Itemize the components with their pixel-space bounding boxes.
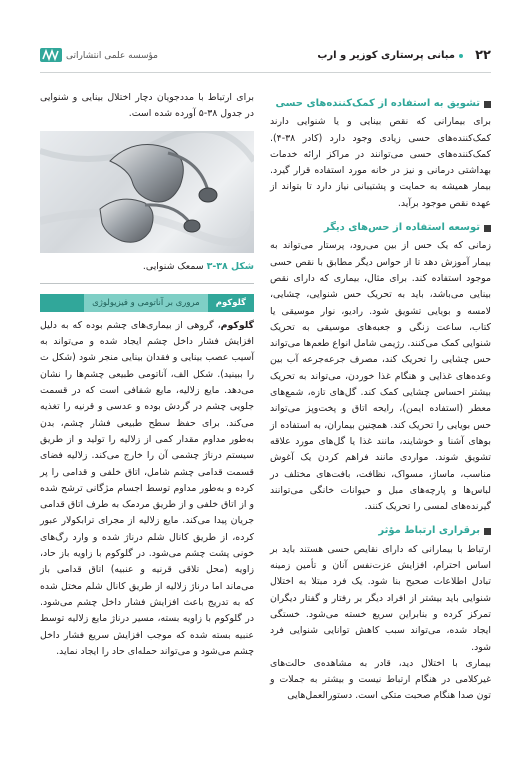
page-header xyxy=(40,46,491,76)
glaucoma-term: گلوکوم xyxy=(220,319,254,331)
paragraph: برای بیمارانی که نقص بینایی و یا شنوایی دارند کمک‌کننده‌های حسی زیادی وجود دارد (کادر ۳۸-۴). کمک‌کننده‌های حسی می‌توانند در مراکز ارائه خدمات بهداشتی درمانی و نیز در خانه مورد استفاده قرار گیرد. بیمار همیشه به حمایت و پشتیبانی نیاز دارد تا بتواند از عهده نقص موجود برآید. xyxy=(270,116,491,209)
box-banner xyxy=(40,294,254,312)
right-column xyxy=(270,92,491,705)
book-title xyxy=(317,50,463,61)
paragraph: زمانی که یک حس از بین می‌رود، پرستار می‌تواند به بیمار آموزش دهد تا از حواس دیگر مطابق با نقص حسی موجود استفاده کند. برای مثال، بیماری که دارای نقص بینایی می‌باشد، باید به تحریک حس شنوایی، چشایی، لامسه و بویایی تشویق شود. رادیو، نوار موسیقی یا کتاب، ساعت زنگی و جعبه‌های موسیقی به تحریک شنوایی کمک می‌کنند. رژیمی شامل انواع طعم‌ها می‌تواند حس چشایی را تحریک کند، مصرف جرعه‌جرعه آب بین وعده‌های غذایی و هنگام غذا خوردن، می‌تواند به تحریک بیشتر احساس چشایی کمک کند. گل‌های تازه، شمع‌های معطر (استفاده ایمن)، رایحه اتاق و پخت‌وپز می‌تواند حس بویایی را تحریک کند. همچنین بیماران، به استفاده از بوهای آشنا و خوشایند، مانند غذا یا گل‌های مورد علاقه تشویق شوند. مواردی مانند فراهم کردن یک آغوش مناسب، ماساژ، مسواک، نظافت، بافت‌های مختلف در لباس‌ها و پارچه‌های مبل و حیوانات خانگی می‌توانند گیرنده‌های لمسی را تحریک کنند. xyxy=(270,240,491,513)
figure-caption xyxy=(40,259,254,275)
figure-hearing-aids xyxy=(40,131,254,253)
section-heading-sensory-aids: تشویق به استفاده از کمک‌کننده‌های حسی xyxy=(270,96,491,112)
square-bullet-icon xyxy=(484,225,491,232)
header-divider xyxy=(40,72,491,73)
book-title-text: مبانی پرستاری کوزیر و ارب xyxy=(317,50,455,61)
figure-caption-label: شکل ۳۸-۳ xyxy=(206,260,254,272)
publisher-name: مؤسسه علمی انتشاراتی xyxy=(66,51,158,61)
paragraph: ارتباط با بیمارانی که دارای نقایص حسی هستند باید بر اساس احترام، افزایش عزت‌نفس آنان و تأمین زمینه تبادل اطلاعات صحیح بنا شود. یک فرد مبتلا به اختلال شنوایی باید بیشتر از افراد دیگر بر رفتار و گفتار دیگران تمرکز کرده و بنابراین سریع خسته می‌شود. خستگی ایجاد شده، می‌تواند سبب کاهش توانایی شنوایی فرد شود. xyxy=(270,543,491,653)
paragraph-glaucoma xyxy=(40,318,254,660)
page-number: ۲۲ xyxy=(475,48,491,63)
square-bullet-icon xyxy=(484,528,491,535)
section-heading-other-senses: توسعه استفاده از حس‌های دیگر xyxy=(270,220,491,236)
publisher-logo-icon xyxy=(40,46,62,64)
box-label-sub: مروری بر آناتومی و فیزیولوژی xyxy=(84,294,208,312)
hearing-aid-icon xyxy=(40,131,254,253)
figure-caption-text: سمعک شنوایی. xyxy=(142,260,207,272)
caption-divider xyxy=(40,283,254,284)
box-label-main: گلوکوم xyxy=(215,297,246,308)
left-column xyxy=(40,90,254,660)
paragraph: برای ارتباط با مددجویان دچار اختلال بینایی و شنوایی در جدول ۳۸-۵ آورده شده است. xyxy=(40,92,254,120)
glaucoma-text: ، گروهی از بیماری‌های چشم بوده که به دلیل افزایش فشار داخل چشم ایجاد شده و می‌تواند به آسیب عصب بینایی و فقدان بینایی منجر شود (شکل ت را ببینید). شکل الف، آناتومی طبیعی چشم‌ها را نشان می‌دهد. مایع زلالیه، مایع شفافی است که در قسمت جلویی چشم در گردش بوده و عدسی و قرنیه را تغذیه می‌کند. برای حفظ سطح طبیعی فشار چشم، بدن به‌طور مداوم مقدار کمی از زلالیه را تولید و از طریق سیستم درناژ چشمی آن را خارج می‌کند. زلالیه فضای قسمت قدامی چشم شامل، اتاق خلفی و قدامی را پر کرده و به‌طور مداوم توسط اجسام مژگانی ترشح شده و از اتاق خلفی و از طریق مردمک به طرف اتاق قدامی جریان پیدا می‌کند. مایع زلالیه از مجرای ترابکولار عبور کرده، از طریق کانال شلم درناژ شده و وارد رگ‌های خونی پشت چشم می‌شود. در گلوکوم با زاویه باز حاد، زاویه (محل تلاقی قرنیه و عنبیه) اتاق قدامی باز می‌ماند اما درناژ زلالیه از طریق کانال شلم مختل شده که به تدریج باعث افزایش فشار داخل چشم می‌شود. در گلوکوم با زاویه بسته، مسیر درناژ مایع زلالیه توسط عنبیه بسته شده که موجب افزایش سریع فشار داخل چشم می‌شود و می‌تواند حمله‌ای حاد را ایجاد نماید. xyxy=(40,319,254,657)
bullet-dot-icon xyxy=(459,54,463,58)
paragraph: بیماری با اختلال دید، قادر به مشاهده‌ی حالت‌های غیرکلامی در هنگام ارتباط نیست و بیشتر به جملات و تون صدا هنگام صحبت متکی است. دستورالعمل‌هایی xyxy=(270,657,491,702)
square-bullet-icon xyxy=(484,101,491,108)
section-heading-communication: برقراری ارتباط مؤثر xyxy=(270,523,491,539)
